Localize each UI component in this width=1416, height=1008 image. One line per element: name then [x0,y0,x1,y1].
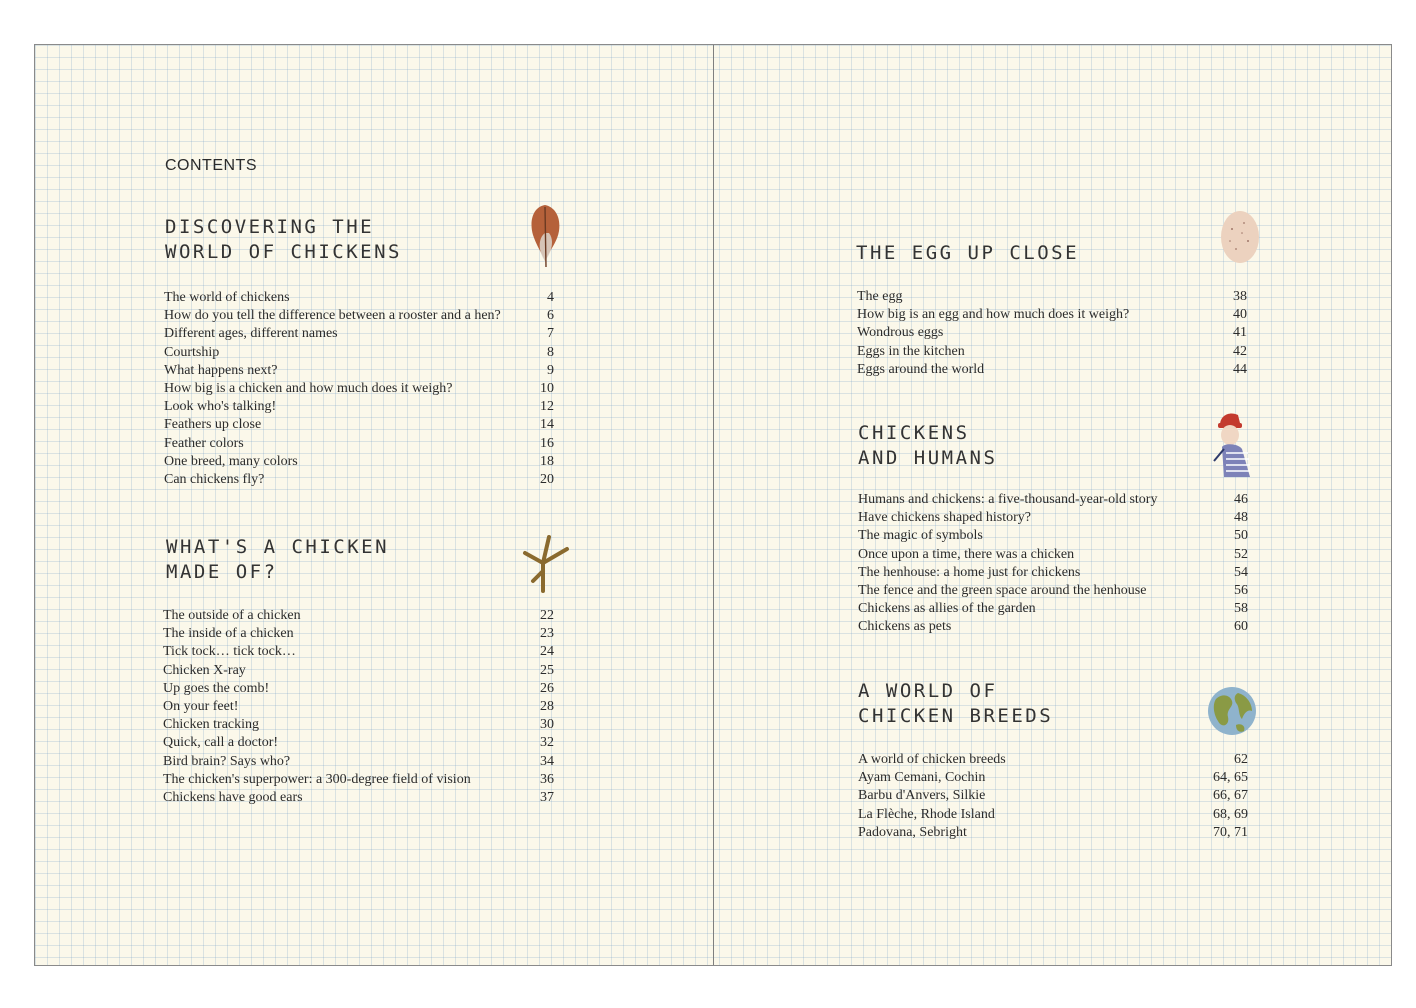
section-title-line: WORLD OF CHICKENS [165,241,402,263]
toc-entry-page: 18 [540,453,554,469]
section-title-line: THE EGG UP CLOSE [856,242,1080,264]
toc-entry-title: How big is a chicken and how much does it weigh? [164,380,453,396]
toc-entry[interactable] [857,343,1247,361]
toc-entry-title: Eggs in the kitchen [857,343,965,359]
toc-entry-page: 40 [1233,307,1247,323]
toc-entry[interactable] [164,380,554,398]
toc-entry-page: 62 [1234,752,1248,767]
toc-list-egg [857,288,1247,379]
toc-entry-page: 8 [547,344,554,360]
toc-entry-title: The egg [857,289,903,304]
toc-entry-page: 23 [540,626,554,642]
toc-entry-page: 6 [547,308,554,324]
toc-entry[interactable] [163,716,554,734]
toc-entry[interactable] [858,527,1248,545]
toc-list-humans [858,491,1248,637]
toc-entry-page: 64, 65 [1213,770,1248,786]
egg-icon [1218,209,1262,265]
toc-entry[interactable] [164,453,554,471]
toc-entry[interactable] [858,824,1248,842]
toc-entry[interactable] [163,607,554,625]
toc-entry-title: The chicken's superpower: a 300-degree field of vision [163,771,471,787]
toc-entry[interactable] [858,582,1248,600]
toc-entry-title: Chicken tracking [163,717,260,733]
toc-entry-page: 32 [540,735,554,751]
globe-icon [1206,685,1258,737]
toc-entry-page: 36 [540,771,554,787]
toc-entry[interactable] [163,753,554,771]
toc-entry-title: Different ages, different names [164,326,338,342]
toc-entry-page: 24 [540,644,554,660]
toc-entry[interactable] [858,509,1248,527]
toc-entry-title: The world of chickens [164,290,290,305]
section-title-line: MADE OF? [166,561,278,583]
toc-entry-page: 41 [1233,325,1247,341]
toc-entry-page: 50 [1234,528,1248,544]
toc-entry-page: 16 [540,435,554,451]
toc-entry[interactable] [164,344,554,362]
toc-entry-title: How do you tell the difference between a rooster and a hen? [164,308,501,324]
toc-entry-title: Tick tock… tick tock… [163,644,296,660]
section-title-line: AND HUMANS [858,447,998,469]
toc-entry-title: Padovana, Sebright [858,824,967,840]
toc-entry[interactable] [858,546,1248,564]
toc-entry[interactable] [857,361,1247,379]
toc-entry-title: Eggs around the world [857,361,985,377]
toc-entry-page: 7 [547,326,554,342]
toc-entry-title: Once upon a time, there was a chicken [858,546,1075,562]
toc-entry-title: Chicken X-ray [163,662,246,678]
toc-entry-title: Courtship [164,344,220,360]
toc-entry-page: 38 [1233,289,1247,304]
toc-entry[interactable] [164,307,554,325]
toc-entry-page: 58 [1234,601,1248,617]
toc-entry-title: What happens next? [164,362,278,378]
toc-entry-title: Feathers up close [164,417,262,433]
toc-entry[interactable] [163,771,554,789]
toc-entry-title: How big is an egg and how much does it weigh? [857,307,1130,323]
section-title-line: A WORLD OF [858,680,998,702]
toc-entry-page: 37 [540,789,554,805]
toc-entry-page: 22 [540,608,554,623]
toc-entry-page: 60 [1234,619,1248,635]
left-page [35,45,713,965]
toc-entry[interactable] [164,471,554,489]
toc-entry-page: 30 [540,717,554,733]
toc-entry-title: Chickens have good ears [163,789,303,805]
toc-entry-page: 9 [547,362,554,378]
toc-entry-title: Humans and chickens: a five-thousand-year-old story [858,492,1158,507]
toc-entry[interactable] [163,789,554,807]
chicken-foot-icon [519,531,571,595]
toc-entry-page: 10 [540,380,554,396]
toc-entry-page: 26 [540,680,554,696]
toc-entry-title: Can chickens fly? [164,471,265,487]
toc-entry[interactable] [163,734,554,752]
toc-entry-title: The magic of symbols [858,528,983,544]
toc-entry-title: Chickens as allies of the garden [858,601,1036,617]
book-spread [34,44,1392,966]
toc-entry[interactable] [164,325,554,343]
person-icon [1210,409,1258,479]
toc-entry[interactable] [163,643,554,661]
toc-entry-title: A world of chicken breeds [858,752,1006,767]
toc-entry-title: The fence and the green space around the henhouse [858,582,1147,598]
toc-entry-title: Wondrous eggs [857,325,944,341]
toc-list-discovering [164,289,554,489]
toc-entry-page: 54 [1234,564,1248,580]
toc-entry[interactable] [164,435,554,453]
toc-entry[interactable] [164,362,554,380]
toc-entry-title: Chickens as pets [858,619,952,635]
toc-entry-page: 12 [540,399,554,415]
toc-entry[interactable] [163,625,554,643]
toc-list-breeds [858,751,1248,842]
toc-entry-page: 52 [1234,546,1248,562]
toc-entry[interactable] [858,491,1248,509]
toc-entry-title: Ayam Cemani, Cochin [858,770,986,786]
toc-entry[interactable] [858,769,1248,787]
toc-entry[interactable] [858,806,1248,824]
feather-icon [525,199,565,269]
section-title-line: CHICKEN BREEDS [858,705,1054,727]
toc-entry[interactable] [858,787,1248,805]
toc-entry-title: Have chickens shaped history? [858,510,1031,526]
toc-entry[interactable] [857,324,1247,342]
toc-entry-title: Look who's talking! [164,399,277,415]
toc-entry-page: 14 [540,417,554,433]
section-title-egg [856,241,1079,266]
toc-entry-page: 42 [1233,343,1247,359]
toc-entry[interactable] [858,618,1248,636]
toc-entry-title: Feather colors [164,435,244,451]
toc-entry[interactable] [858,751,1248,769]
toc-entry-title: Bird brain? Says who? [163,753,291,769]
toc-entry-page: 46 [1234,492,1248,507]
toc-entry-page: 66, 67 [1213,788,1248,804]
section-title-made-of [166,535,389,585]
section-title-line: DISCOVERING THE [165,216,375,238]
toc-entry-title: The outside of a chicken [163,608,301,623]
toc-entry-page: 68, 69 [1213,806,1248,822]
toc-entry[interactable] [857,288,1247,306]
toc-entry-page: 28 [540,698,554,714]
toc-entry-title: La Flèche, Rhode Island [858,806,995,822]
toc-entry[interactable] [163,698,554,716]
toc-entry[interactable] [164,398,554,416]
section-title-discovering [165,215,402,265]
toc-entry-title: Barbu d'Anvers, Silkie [858,788,986,804]
toc-entry-title: On your feet! [163,698,239,714]
section-title-line: WHAT'S A CHICKEN [166,536,390,558]
toc-entry-title: Quick, call a doctor! [163,735,279,751]
toc-entry-page: 48 [1234,510,1248,526]
toc-entry-page: 4 [547,290,554,305]
toc-list-made-of [163,607,554,807]
section-title-line: CHICKENS [858,422,970,444]
toc-entry-page: 20 [540,471,554,487]
toc-entry-title: The henhouse: a home just for chickens [858,564,1081,580]
toc-entry-page: 34 [540,753,554,769]
toc-entry[interactable] [163,662,554,680]
section-title-humans [858,421,997,471]
toc-entry-title: Up goes the comb! [163,680,270,696]
toc-entry[interactable] [857,306,1247,324]
toc-entry-title: The inside of a chicken [163,626,294,642]
toc-entry-page: 44 [1233,361,1247,377]
toc-entry-page: 70, 71 [1213,824,1248,840]
toc-entry[interactable] [858,564,1248,582]
toc-entry[interactable] [164,289,554,307]
section-title-breeds [858,679,1053,729]
contents-heading: CONTENTS [165,157,257,174]
toc-entry[interactable] [164,416,554,434]
toc-entry-title: One breed, many colors [164,453,298,469]
toc-entry-page: 56 [1234,582,1248,598]
right-page [714,45,1392,965]
toc-entry-page: 25 [540,662,554,678]
toc-entry[interactable] [858,600,1248,618]
toc-entry[interactable] [163,680,554,698]
